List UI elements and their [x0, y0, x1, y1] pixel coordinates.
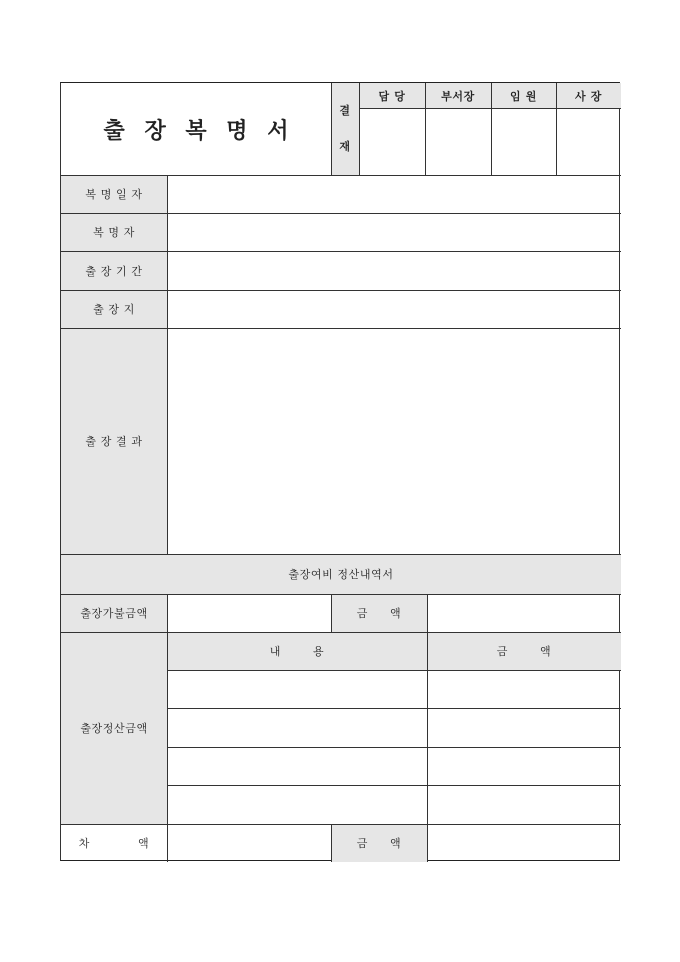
trip-place-field[interactable]: [167, 290, 621, 328]
grid-line: [61, 251, 621, 252]
settlement-content-3[interactable]: [167, 747, 427, 785]
grid-line: [491, 83, 492, 175]
difference-field[interactable]: [167, 824, 331, 862]
grid-line: [427, 594, 428, 862]
form-title: 출 장 복 명 서: [103, 117, 289, 144]
advance-amount-field[interactable]: [167, 594, 331, 632]
grid-line: [331, 824, 332, 862]
grid-line: [359, 83, 360, 175]
difference-sum-field[interactable]: [427, 824, 621, 862]
trip-report-form: [60, 82, 620, 861]
approval-col-dept-head: 부서장: [425, 83, 491, 108]
grid-line: [61, 554, 621, 555]
advance-sum-label: 금 액: [331, 594, 427, 632]
settlement-amount-4[interactable]: [427, 785, 621, 824]
grid-line: [61, 632, 621, 633]
grid-line: [359, 108, 621, 109]
settlement-content-4[interactable]: [167, 785, 427, 824]
grid-line: [61, 824, 621, 825]
approval-label: [331, 83, 359, 175]
grid-line: [167, 708, 621, 709]
approval-col-president: 사 장: [556, 83, 621, 108]
trip-period-label: 출 장 기 간: [61, 251, 167, 290]
settlement-content-1[interactable]: [167, 670, 427, 708]
approval-label-bottom: 재: [339, 140, 351, 153]
grid-line: [61, 213, 621, 214]
approval-sign-staff[interactable]: [359, 108, 425, 175]
report-date-label: 복 명 일 자: [61, 175, 167, 213]
grid-line: [331, 83, 332, 175]
grid-line: [425, 83, 426, 175]
reporter-label: 복 명 자: [61, 213, 167, 251]
trip-place-label: 출 장 지: [61, 290, 167, 328]
settlement-amount-label: 출장정산금액: [61, 632, 167, 824]
grid-line: [61, 328, 621, 329]
report-date-field[interactable]: [167, 175, 621, 213]
trip-period-field[interactable]: [167, 251, 621, 290]
advance-amount-label: 출장가불금액: [61, 594, 167, 632]
grid-line: [167, 785, 621, 786]
settlement-amount-1[interactable]: [427, 670, 621, 708]
approval-sign-executive[interactable]: [491, 108, 556, 175]
grid-line: [167, 747, 621, 748]
grid-line: [167, 175, 168, 554]
settlement-amount-2[interactable]: [427, 708, 621, 747]
approval-sign-president[interactable]: [556, 108, 621, 175]
trip-result-field[interactable]: [167, 328, 621, 554]
approval-col-staff: 담 당: [359, 83, 425, 108]
grid-line: [61, 594, 621, 595]
settlement-amount-3[interactable]: [427, 747, 621, 785]
grid-line: [61, 290, 621, 291]
settlement-amount-header: 금 액: [427, 632, 621, 670]
approval-label-top: 결: [339, 104, 351, 117]
difference-sum-label: 금 액: [331, 824, 427, 862]
expense-section-title: 출장여비 정산내역서: [61, 554, 621, 594]
reporter-field[interactable]: [167, 213, 621, 251]
trip-result-label: 출 장 결 과: [61, 328, 167, 554]
difference-label: 차 액: [78, 837, 150, 850]
grid-line: [167, 594, 168, 862]
approval-sign-dept-head[interactable]: [425, 108, 491, 175]
approval-col-executive: 임 원: [491, 83, 556, 108]
grid-line: [61, 175, 621, 176]
settlement-content-header: 내 용: [167, 632, 427, 670]
grid-line: [167, 670, 621, 671]
grid-line: [556, 83, 557, 175]
settlement-content-2[interactable]: [167, 708, 427, 747]
grid-line: [331, 594, 332, 632]
advance-sum-field[interactable]: [427, 594, 621, 632]
